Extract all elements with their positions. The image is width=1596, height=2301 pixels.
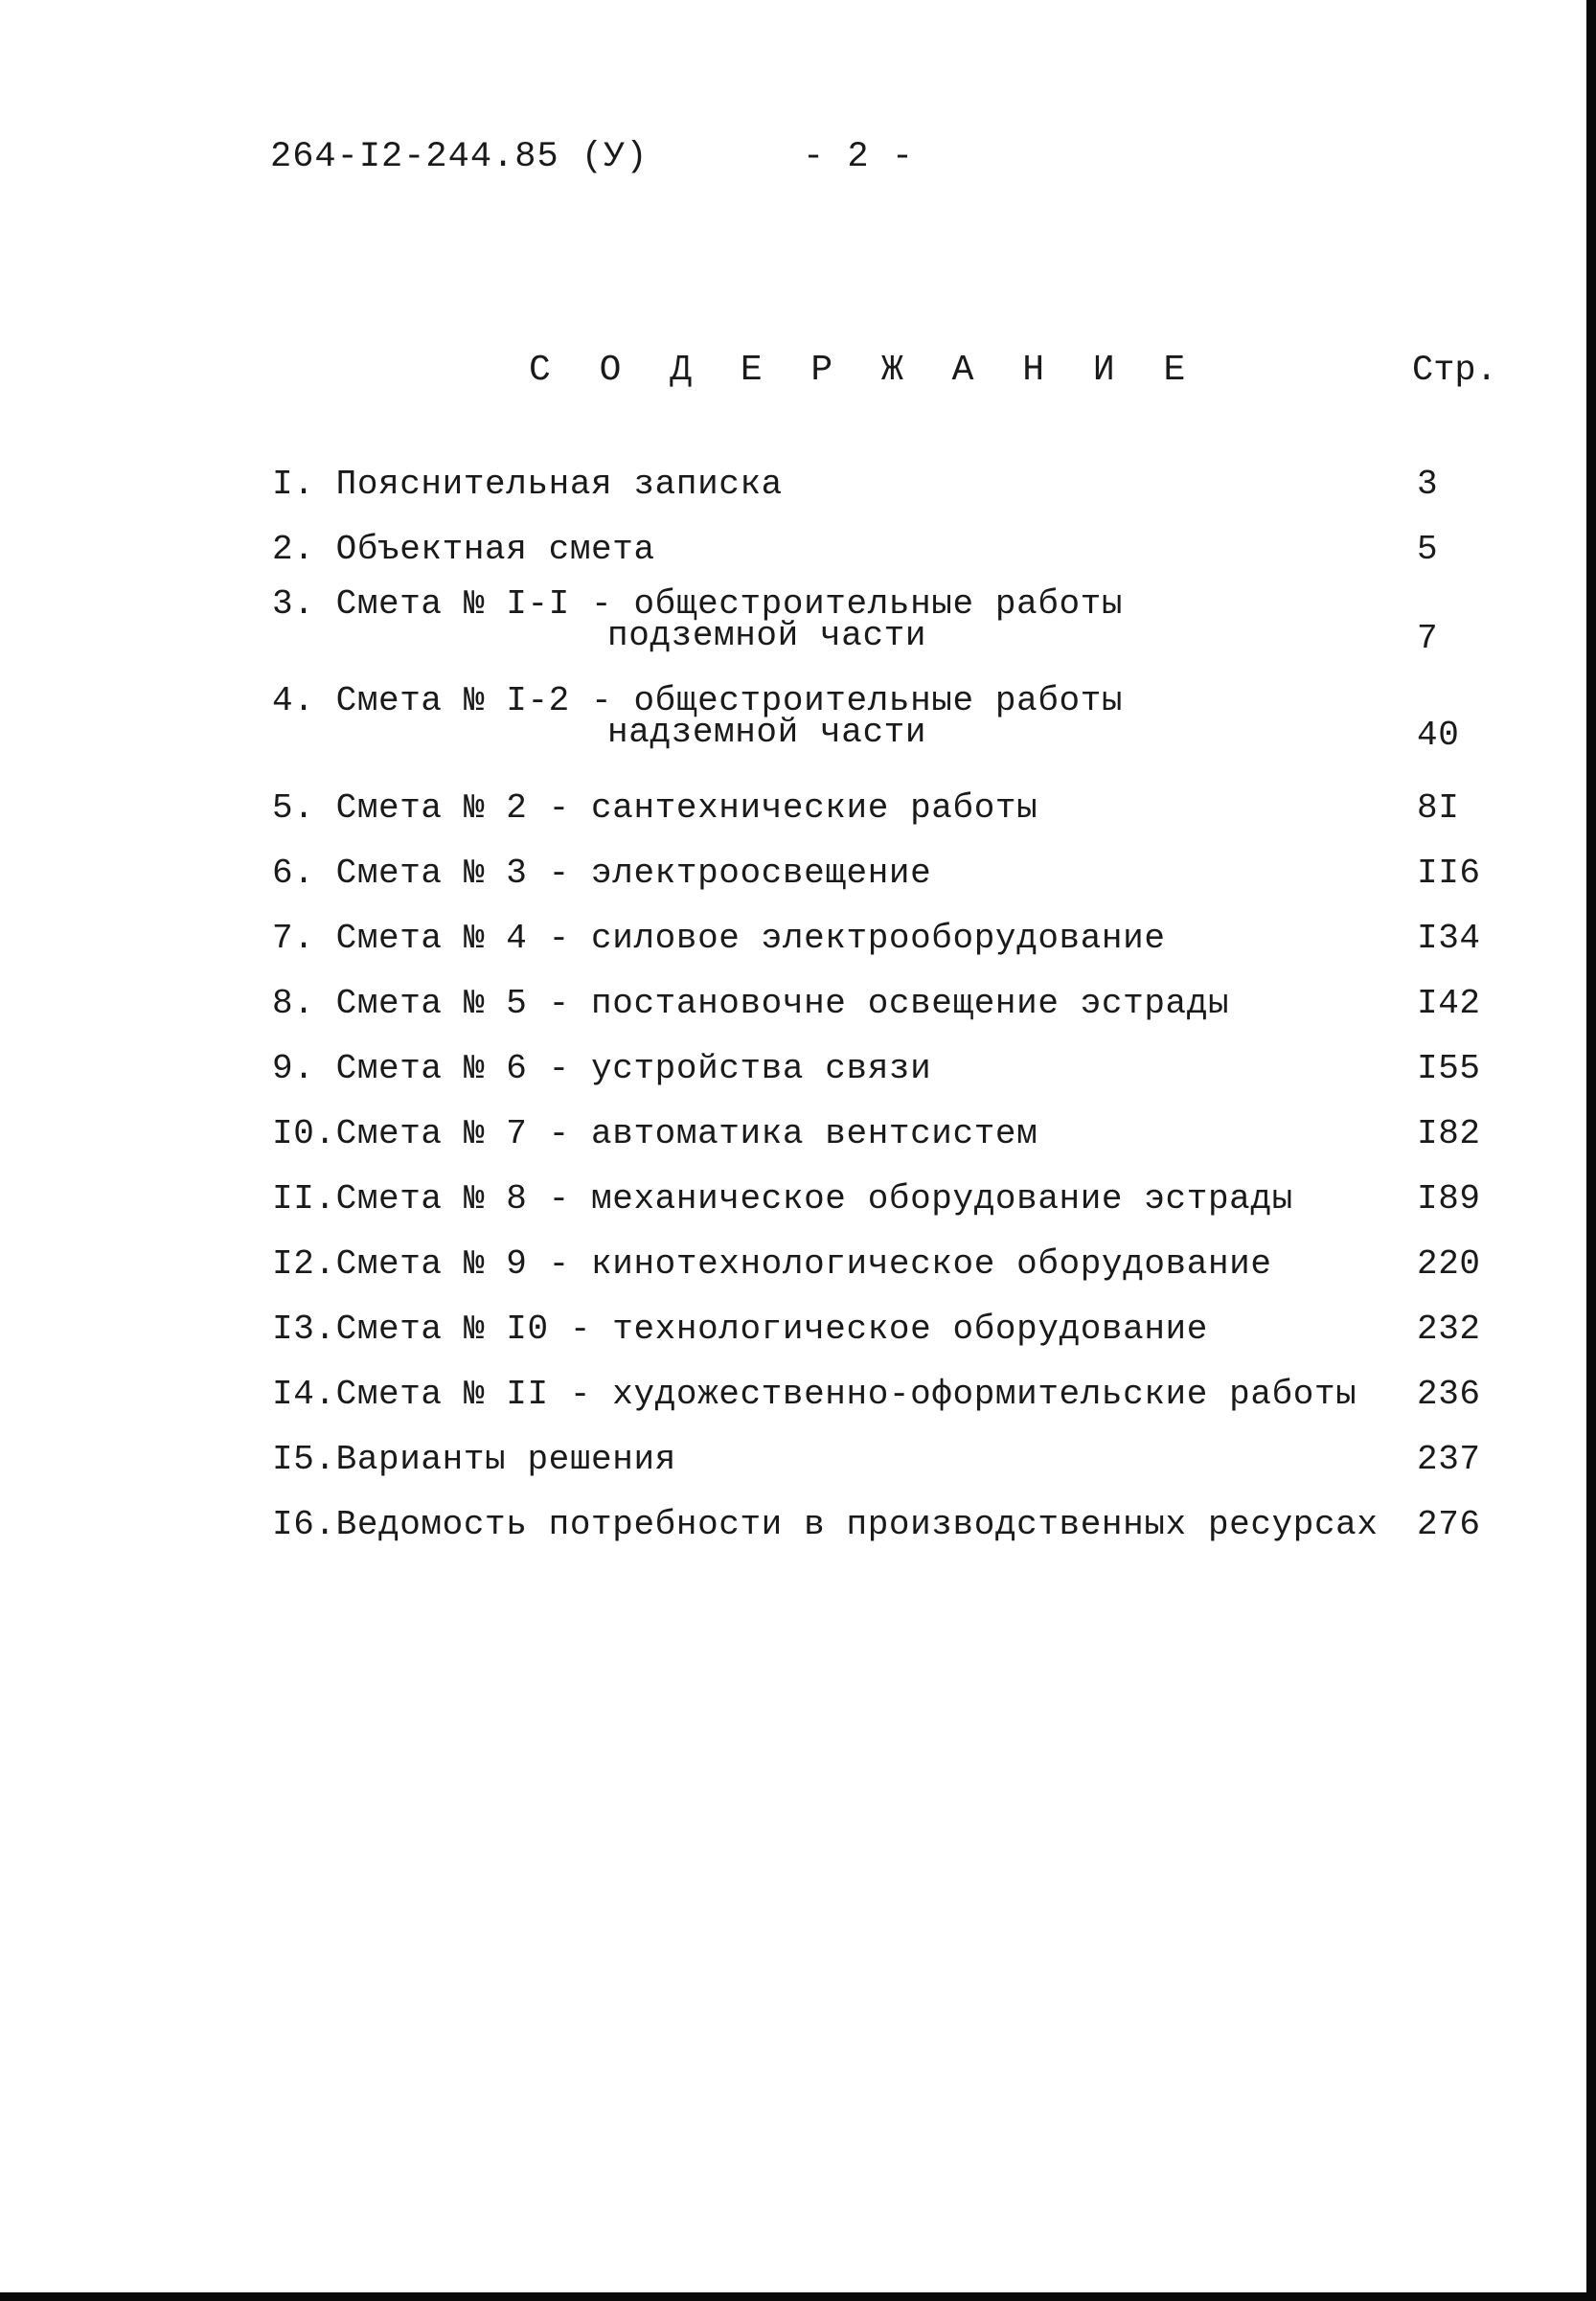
toc-entry-13 [272,1303,1479,1368]
toc-entry-page: 236 [1417,1375,1481,1414]
scan-border-right [1586,0,1596,2301]
toc-entry-page: II6 [1417,854,1481,893]
toc-entry-1 [272,458,1479,523]
toc-entry-9 [272,1042,1479,1107]
toc-entry-8 [272,977,1479,1042]
toc-entry-2 [272,523,1479,588]
toc-entry-page: I82 [1417,1114,1481,1153]
toc-entry-label: 6. Смета № 3 - электроосвещение [272,854,932,893]
toc-entry-label: 5. Смета № 2 - сантехнические работы [272,788,1038,828]
toc-entry-page: 7 [1417,619,1439,658]
toc-entry-label: 2. Объектная смета [272,530,655,569]
toc-entry-10 [272,1107,1479,1173]
page-number: - 2 - [803,137,915,177]
scan-border-bottom [0,2292,1596,2301]
toc-entry-12 [272,1238,1479,1303]
toc-entry-page: 220 [1417,1244,1481,1284]
toc-entry-15 [272,1433,1479,1498]
toc-entry-11 [272,1173,1479,1238]
toc-entry-label: I3.Смета № I0 - технологическое оборудование [272,1310,1208,1349]
toc-entry-3 [272,584,1479,685]
toc-entry-page: 40 [1417,716,1460,755]
toc-entry-page: 5 [1417,530,1439,569]
toc-entry-page: I34 [1417,919,1481,958]
toc-entry-page: 276 [1417,1505,1481,1544]
toc-entry-label: 4. Смета № I-2 - общестроительные работы [272,681,1124,720]
toc-entry-5 [272,782,1479,847]
toc-entry-label: I6.Ведомость потребности в производственных ресурсах [272,1505,1379,1544]
toc-entry-label-continuation: подземной части [607,616,927,655]
toc-entry-label: 9. Смета № 6 - устройства связи [272,1049,932,1088]
toc-entry-label: I2.Смета № 9 - кинотехнологическое оборудование [272,1244,1272,1284]
toc-list [272,458,1479,1563]
toc-entry-page: 237 [1417,1440,1481,1479]
toc-entry-label: I. Пояснительная записка [272,465,783,504]
toc-entry-label-continuation: надземной части [607,713,927,752]
toc-entry-label: I4.Смета № II - художественно-оформительские работы [272,1375,1357,1414]
toc-entry-label: 8. Смета № 5 - постановочне освещение эстрады [272,984,1230,1023]
toc-entry-page: I42 [1417,984,1481,1023]
toc-title: С О Д Е Р Ж А Н И Е [529,350,1199,391]
page-column-header: Стр. [1412,351,1497,391]
toc-entry-label: II.Смета № 8 - механическое оборудование эстрады [272,1179,1293,1219]
toc-entry-label: 7. Смета № 4 - силовое электрооборудование [272,919,1166,958]
toc-entry-4 [272,681,1479,782]
toc-entry-14 [272,1368,1479,1433]
toc-entry-page: 232 [1417,1310,1481,1349]
toc-entry-label: 3. Смета № I-I - общестроительные работы [272,584,1124,624]
toc-entry-page: 8I [1417,788,1460,828]
toc-entry-page: I55 [1417,1049,1481,1088]
toc-entry-label: I0.Смета № 7 - автоматика вентсистем [272,1114,1038,1153]
toc-entry-label: I5.Варианты решения [272,1440,676,1479]
toc-entry-6 [272,847,1479,912]
toc-entry-page: I89 [1417,1179,1481,1219]
document-code: 264-I2-244.85 (У) [270,137,649,177]
toc-entry-7 [272,912,1479,977]
toc-entry-16 [272,1498,1479,1563]
toc-entry-page: 3 [1417,465,1439,504]
